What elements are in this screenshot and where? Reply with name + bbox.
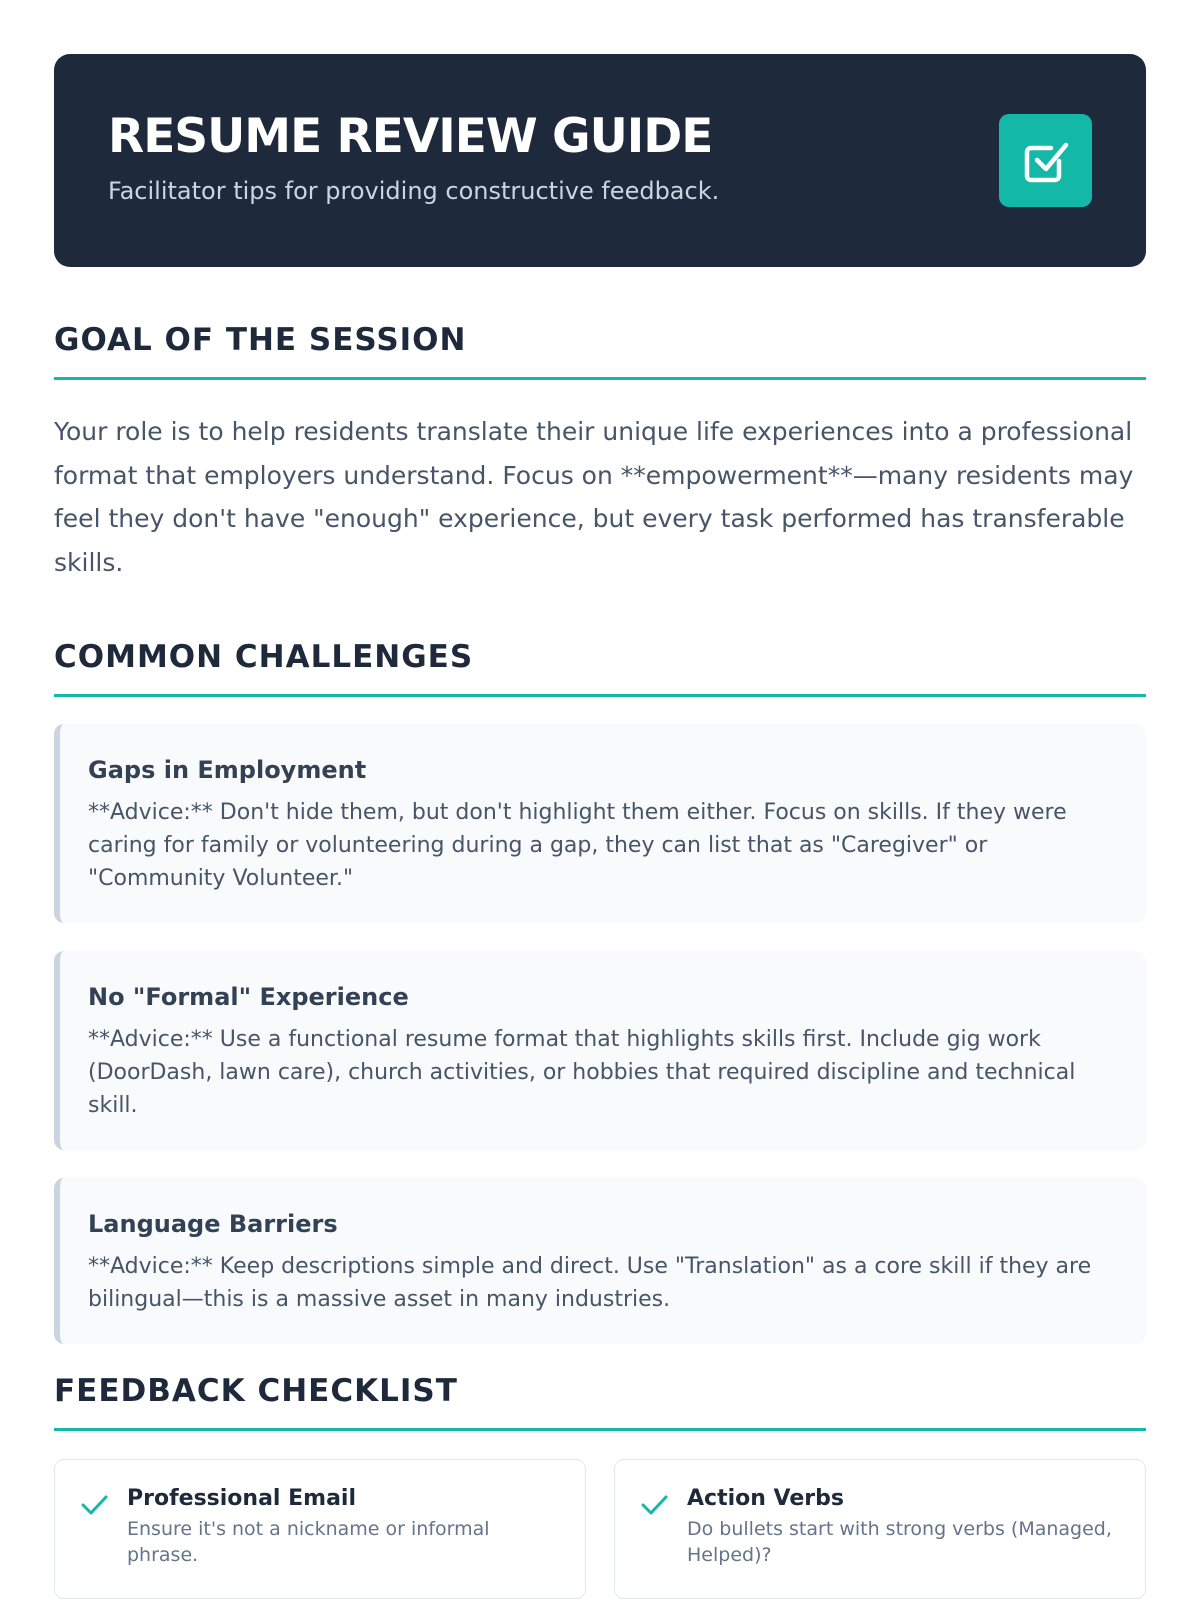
checklist-title: Professional Email (127, 1486, 357, 1511)
checkmark-icon (639, 1490, 669, 1520)
challenge-advice: **Advice:** Keep descriptions simple and direct. Use "Translation" as a core skill if they are bilingual—this is a massive asset in many industries. (88, 1254, 1092, 1312)
challenge-card (54, 724, 1146, 923)
feedback-checklist (54, 1459, 1146, 1599)
checklist-text (687, 1484, 1125, 1568)
page-title: RESUME REVIEW GUIDE (108, 109, 713, 164)
challenge-list (54, 724, 1146, 1344)
page-subtitle: Facilitator tips for providing constructive feedback. (108, 177, 720, 205)
checkbox-icon (999, 114, 1092, 207)
checklist-description: Do bullets start with strong verbs (Managed, Helped)? (687, 1518, 1112, 1566)
challenge-title: Language Barriers (88, 1210, 338, 1238)
checklist-item (54, 1459, 586, 1599)
challenge-advice: **Advice:** Don't hide them, but don't highlight them either. Focus on skills. If they were caring for family or volunteering during a gap, they can list that as "Caregiver" or "Community Volunteer." (88, 800, 1067, 891)
header-banner (54, 54, 1146, 267)
checklist-title: Action Verbs (687, 1486, 844, 1511)
checklist-description: Ensure it's not a nickname or informal phrase. (127, 1518, 490, 1566)
challenge-title: No "Formal" Experience (88, 983, 409, 1011)
challenge-advice: **Advice:** Use a functional resume format that highlights skills first. Include gig work (DoorDash, lawn care), church activities, or hobbies that required discipline and technical skill. (88, 1027, 1076, 1118)
checklist-item (614, 1459, 1146, 1599)
checkmark-icon (79, 1490, 109, 1520)
challenge-title: Gaps in Employment (88, 756, 367, 784)
challenge-card (54, 1178, 1146, 1344)
checklist-heading: FEEDBACK CHECKLIST (54, 1372, 1146, 1431)
challenges-heading: COMMON CHALLENGES (54, 638, 1146, 697)
challenge-card (54, 951, 1146, 1150)
checklist-text (127, 1484, 565, 1568)
goal-heading: GOAL OF THE SESSION (54, 321, 1146, 380)
goal-text: Your role is to help residents translate their unique life experiences into a professional format that employers understand. Focus on **empowerment**—many residents may feel they don't have "enough" experience, but every task performed has transferable skills. (54, 417, 1134, 577)
